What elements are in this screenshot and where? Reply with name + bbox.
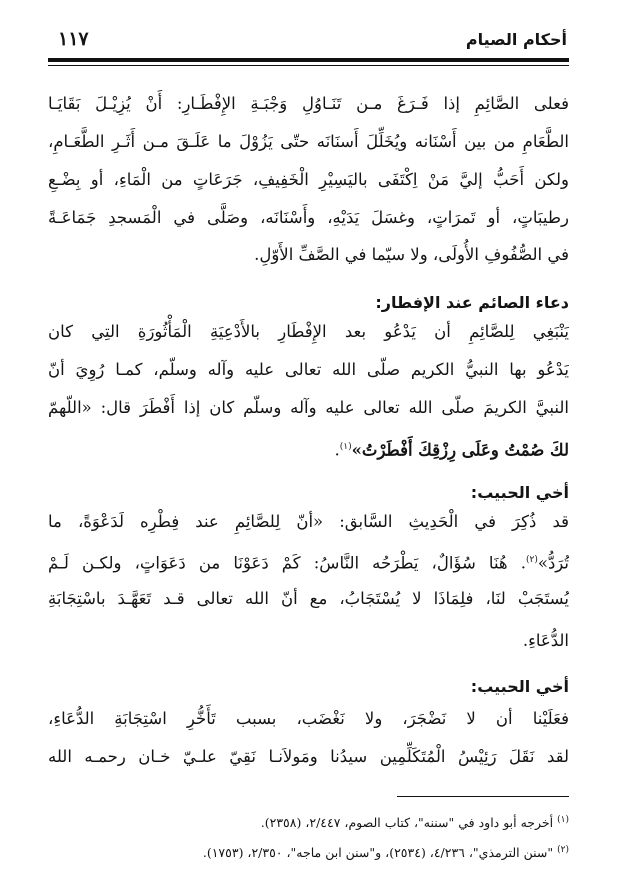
footnote-mark: (١): [557, 815, 569, 825]
paragraph-line: يُستَجَبْ لنَا، فلِمَاذَا لا يُسْتَجَابُ، مع أنّ الله تعالى قـد تَعَهَّـدَ باسْتِجَابَةِ: [48, 589, 569, 608]
footnote: [48, 838, 569, 862]
dua-quote: لكَ صُمْتُ وعَلَى رِزْقِكَ أَفْطَرْتُ»: [351, 440, 569, 460]
footnote-text: "سنن الترمذي"، ٤/٢٣٦، (٢٥٣٤)، و"سنن ابن ماجه"، ٢/٣٥٠، (١٧٥٣).: [202, 845, 554, 861]
footnote-text: أخرجه أبو داود في "سننه"، كتاب الصوم، ٢/٤٤٧، (٢٣٥٨).: [260, 815, 554, 831]
book-title: أحكام الصيام: [465, 30, 567, 49]
paragraph-line: [48, 541, 569, 579]
quote-end: تُرَدُّ»: [537, 553, 569, 573]
footnote-mark: (٢): [557, 845, 569, 855]
paragraph-line: في الصُّفُوفِ الأُولَى، ولا سيّما في الصَّفِّ الأَوّلِ.: [254, 245, 569, 264]
header-rule-thin: [48, 65, 569, 66]
page-number: ١١٧: [58, 28, 89, 50]
header-rule-thick: [48, 58, 569, 62]
section-heading: أخي الحبيب:: [470, 677, 569, 696]
paragraph-line: ولكن أَحَبُّ إليَّ مَنْ اِكْتَفَى باليَسِيْرِ الْخَفِيفِ، جَرَعَاتٍ من الْمَاءِ، أو بِضْـعِ: [48, 170, 569, 189]
paragraph-line: يَدْعُو بها النبيُّ الكريم صلّى الله تعالى عليه وآله وسلّم، كمـا رُوِيَ أنّ: [48, 360, 569, 379]
section-heading: أخي الحبيب:: [470, 483, 569, 502]
section-heading: دعاء الصائم عند الإفطار:: [375, 293, 569, 312]
paragraph-line: الطَّعَامِ من بين أَسْنَانه ويُخَلِّلَ أَسنَانَه حتّى يَزُوْلَ ما عَلَـقَ مـن أَثَـرِ الطَّعَـامِ،: [48, 132, 569, 151]
paragraph-line: لقد نَقَلَ رَئِيْسُ الْمُتَكَلِّمِين سيدُنا ومَولاَنـا نَقِيّ علـيّ خـان رحمـه الله: [48, 747, 569, 766]
line-rest: . هُنَا سُؤَالٌ، يَطْرَحُه النَّاسُ: كَمْ دَعَوْنَا من دَعَوَاتٍ، ولكـن لَـمْ: [48, 553, 526, 573]
paragraph-line: الدُّعَاءِ.: [522, 631, 569, 650]
paragraph-line: فعلى الصَّائِمِ إذا فَـرَغَ مـن تَنَـاوُلِ وَجْبَـةِ الإِفْطَـارِ: أَنْ يُزِيْـلَ بَقَايَـا: [48, 94, 569, 113]
paragraph-line: قد ذُكِرَ في الْحَدِيثِ السَّابق: «أنّ لِلصَّائِمِ عند فِطْرِه لَدَعْوَةً، ما: [48, 512, 569, 531]
footnote: [48, 808, 569, 832]
footnote-divider: [397, 796, 569, 797]
sentence-end: .: [334, 440, 340, 460]
paragraph-line: يَنْبَغِي لِلصَّائِمِ أن يَدْعُو بعد الإِفْطَارِ بالأَدْعِيَةِ الْمَأْثُورَةِ التِي كان: [48, 322, 569, 341]
footnote-ref: (٢): [525, 555, 538, 565]
running-header: [50, 28, 567, 56]
paragraph-line: رطيبَاتٍ، أو تَمرَاتٍ، وغسَلَ يَدَيْهِ، وأَسْنَانَه، وصَلَّى في الْمَسجدِ جَمَاعَـةً: [48, 208, 569, 227]
paragraph-line: [48, 428, 569, 466]
footnote-ref: (١): [339, 442, 352, 452]
paragraph-line: فعَلَيْنا أن لا نَضْجَرَ، ولا نَغْضَب، بسبب تَأَخُّرِ اسْتِجَابَةِ الدُّعَاءِ،: [48, 709, 569, 728]
paragraph-line: النبيَّ الكريمَ صلّى الله تعالى عليه وآله وسلّم كان إذا أَفْطَرَ قال: «اللّهمّ: [48, 398, 569, 417]
